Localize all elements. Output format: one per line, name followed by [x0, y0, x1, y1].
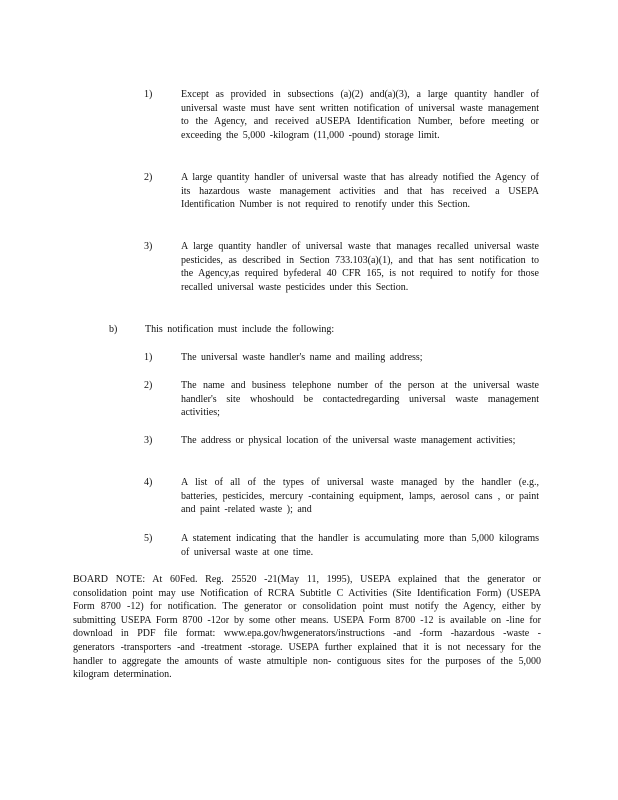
item-text: The name and business telephone number of the person at the universal waste handler's site whoshould be contactedregarding universal waste management activities;: [181, 380, 539, 419]
board-note: BOARD NOTE: At 60Fed. Reg. 25520 -21(May 11, 1995), USEPA explained that the generator or consolidation point may use Notification of RCRA Subtitle C Activities (Site Identification Form) (USEPA Form 8700 -12) for notification. The generator or consolidation point must notify the Agency, either by submitting USEPA Form 8700 -12or by some other means. USEPA Form 8700 -12 is available on -line for download in PDF file format: www.epa.gov/hwgenerators/instructions -and -form -hazardous -waste -generators -transporters -and -treatment -storage. USEPA further explained that it is not necessary for the handler to aggregate the amounts of waste atmultiple non- contiguous sites for the purposes of the 5,000 kilogram determination.: [73, 574, 541, 681]
item-number: 3): [144, 241, 153, 252]
subsection-a2: [144, 171, 539, 212]
subsection-b: [109, 323, 539, 337]
subsection-b2: [144, 379, 539, 420]
subsection-b5: [144, 532, 539, 559]
item-number: 5): [144, 533, 153, 544]
subsection-b1: [144, 351, 539, 365]
subsection-label: b): [109, 324, 118, 335]
subsection-a1: [144, 88, 539, 142]
subsection-intro: This notification must include the following:: [145, 324, 335, 335]
subsection-a3: [144, 240, 539, 294]
item-number: 2): [144, 380, 153, 391]
item-number: 1): [144, 89, 153, 100]
item-number: 2): [144, 172, 153, 183]
subsection-b4: [144, 476, 539, 517]
item-number: 3): [144, 435, 153, 446]
item-text: A large quantity handler of universal waste that manages recalled universal waste pesticides, as described in Section 733.103(a)(1), and that has sent notification to the Agency,as required byfederal 40 CFR 165, is not required to notify for those recalled universal waste pesticides under this Section.: [181, 241, 539, 293]
item-text: The address or physical location of the universal waste management activities;: [181, 435, 516, 446]
item-text: A list of all of the types of universal waste managed by the handler (e.g., batteries, pesticides, mercury -containing equipment, lamps, aerosol cans , or paint and paint -related waste ); and: [181, 477, 539, 516]
item-text: A large quantity handler of universal waste that has already notified the Agency of its hazardous waste management activities and that has received a USEPA Identification Number is not required to renotify under this Section.: [181, 172, 539, 211]
subsection-b3: [144, 434, 539, 448]
item-number: 1): [144, 352, 153, 363]
item-text: The universal waste handler's name and mailing address;: [181, 352, 423, 363]
item-text: Except as provided in subsections (a)(2) and(a)(3), a large quantity handler of universal waste must have sent written notification of universal waste management to the Agency, and received aUSEPA Identification Number, before meeting or exceeding the 5,000 -kilogram (11,000 -pound) storage limit.: [181, 89, 539, 141]
item-text: A statement indicating that the handler is accumulating more than 5,000 kilograms of universal waste at one time.: [181, 533, 539, 558]
item-number: 4): [144, 477, 153, 488]
